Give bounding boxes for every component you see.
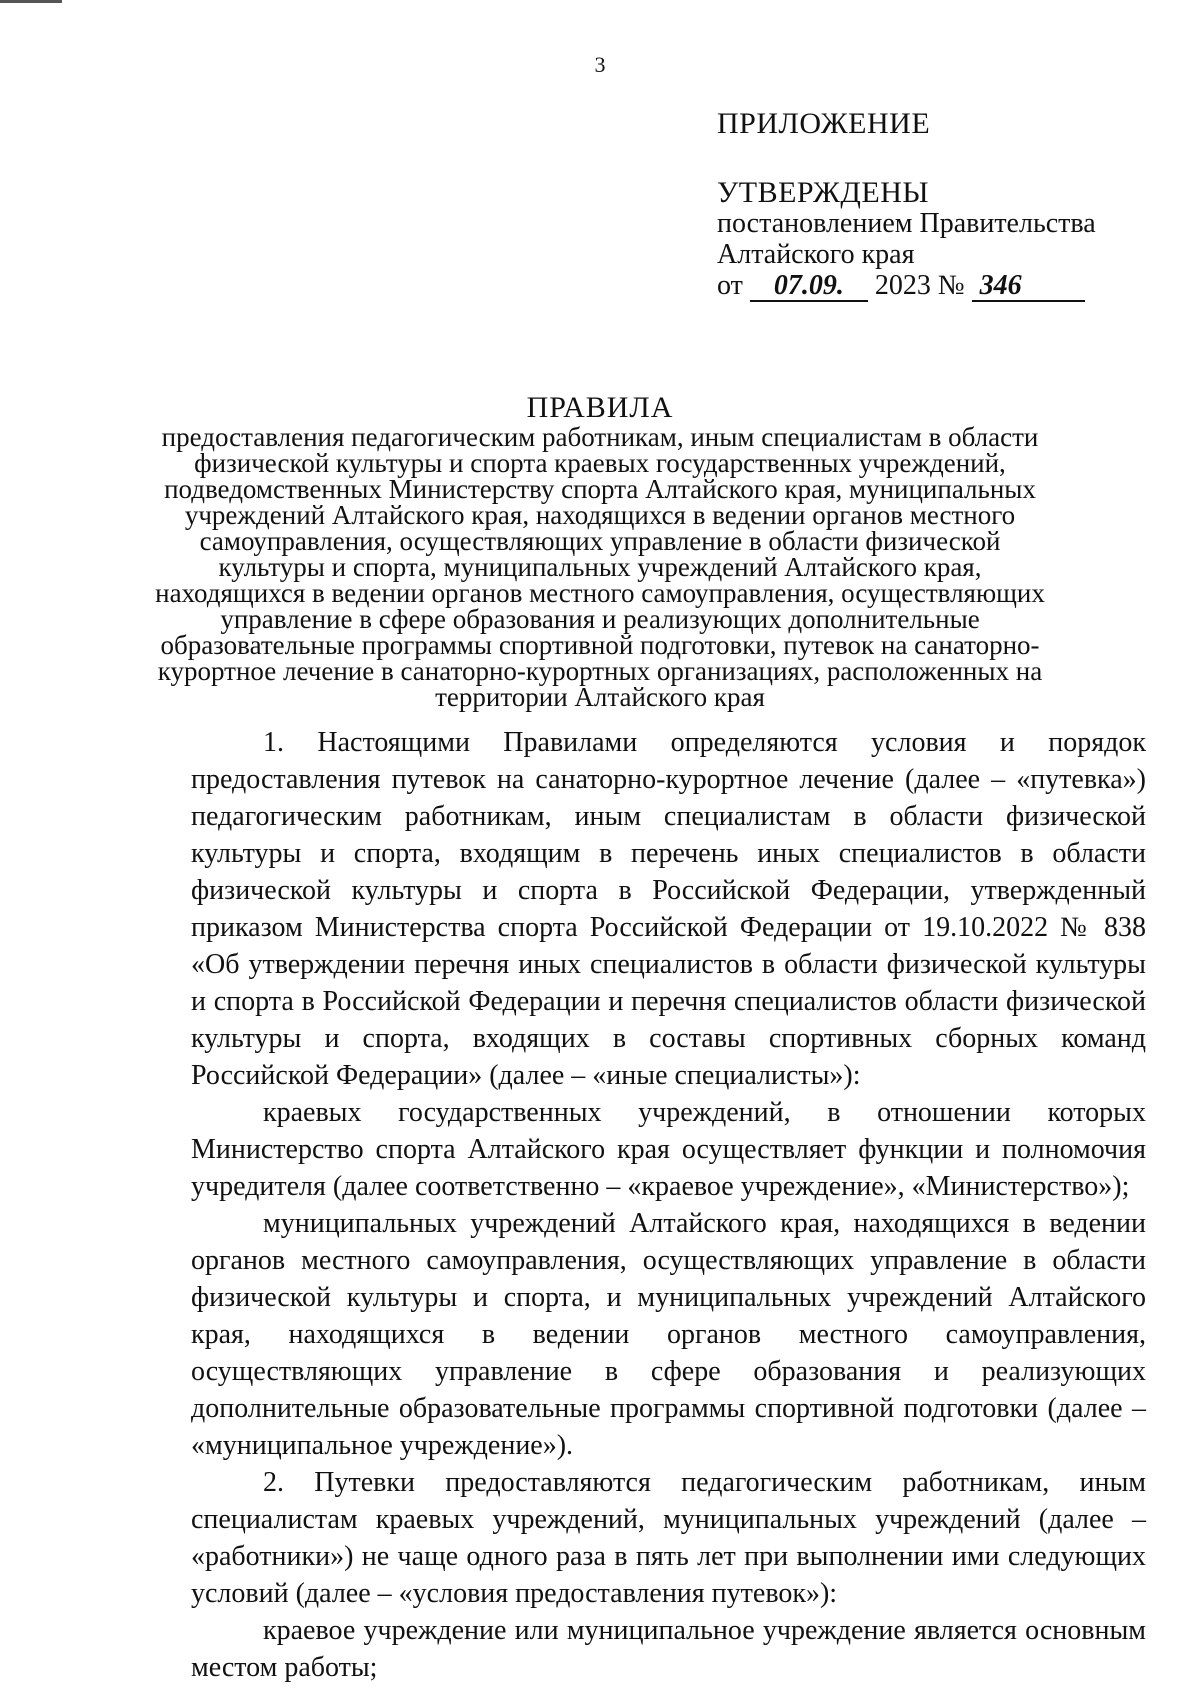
subtitle-line: культуры и спорта, муниципальных учреждений Алтайского края, — [218, 552, 982, 582]
appendix-heading: ПРИЛОЖЕНИЕ — [717, 107, 931, 140]
subtitle-line: образовательные программы спортивной подготовки, путевок на санаторно- — [160, 630, 1040, 660]
subtitle-line: курортное лечение в санаторно-курортных организациях, расположенных на — [157, 656, 1043, 686]
approval-number: 346 — [979, 270, 1022, 301]
approved-heading: УТВЕРЖДЕНЫ — [717, 176, 930, 209]
approval-year: 2023 № — [874, 270, 965, 301]
from-label: от — [717, 270, 743, 301]
subtitle-line: подведомственных Министерству спорта Алтайского края, муниципальных — [164, 474, 1036, 504]
title-subtitle — [0, 424, 1200, 710]
document-title — [0, 392, 1200, 710]
title-heading: ПРАВИЛА — [526, 391, 674, 424]
document-body — [191, 724, 1146, 1686]
body-paragraph: 2. Путевки предоставляются педагогическим работникам, иным специалистам краевых учреждений, муниципальных учреждений (далее – «работники») не чаще одного раза в пять лет при выполнении ими следующих условий (далее – «условия предоставления путевок»): — [191, 1467, 1146, 1609]
number-field — [972, 272, 1085, 302]
body-paragraph: краевых государственных учреждений, в отношении которых Министерство спорта Алтайского края осуществляет функции и полномочия учредителя (далее соответственно – «краевое учреждение», «Министерство»); — [191, 1097, 1146, 1202]
subtitle-line: управление в сфере образования и реализующих дополнительные — [220, 604, 980, 634]
body-paragraph: муниципальных учреждений Алтайского края, находящихся в ведении органов местного самоуправления, осуществляющих управление в области физической культуры и спорта, и муниципальных учреждений Алтайского края, находящихся в ведении органов местного самоуправления, осуществляющих управление в сфере образования и реализующих дополнительные образовательные программы спортивной подготовки (далее – «муниципальное учреждение»). — [191, 1208, 1146, 1461]
date-field — [750, 272, 868, 302]
subtitle-line: территории Алтайского края — [435, 682, 765, 712]
approval-line-2: Алтайского края — [717, 239, 915, 270]
subtitle-line: самоуправления, осуществляющих управление в области физической — [199, 526, 1001, 556]
approval-date: 07.09. — [773, 270, 844, 301]
subtitle-line: физической культуры и спорта краевых государственных учреждений, — [194, 448, 1006, 478]
subtitle-line: предоставления педагогическим работникам, иным специалистам в области — [161, 422, 1039, 452]
approval-date-line — [717, 270, 1096, 302]
approval-line-1: постановлением Правительства — [717, 208, 1096, 239]
subtitle-line: находящихся в ведении органов местного самоуправления, осуществляющих — [155, 578, 1045, 608]
scan-edge-mark — [0, 0, 62, 3]
body-paragraph: краевое учреждение или муниципальное учреждение является основным местом работы; — [191, 1615, 1146, 1683]
body-paragraph: 1. Настоящими Правилами определяются условия и порядок предоставления путевок на санаторно-курортное лечение (далее – «путевка») педагогическим работникам, иным специалистам в области физической культуры и спорта, входящим в перечень иных специалистов в области физической культуры и спорта в Российской Федерации, утвержденный приказом Министерства спорта Российской Федерации от 19.10.2022 № 838 «Об утверждении перечня иных специалистов в области физической культуры и спорта в Российской Федерации и перечня специалистов области физической культуры и спорта, входящих в составы спортивных сборных команд Российской Федерации» (далее – «иные специалисты»): — [191, 727, 1146, 1091]
page-number: 3 — [594, 52, 606, 77]
approval-block — [717, 108, 1096, 302]
subtitle-line: учреждений Алтайского края, находящихся в ведении органов местного — [184, 500, 1016, 530]
